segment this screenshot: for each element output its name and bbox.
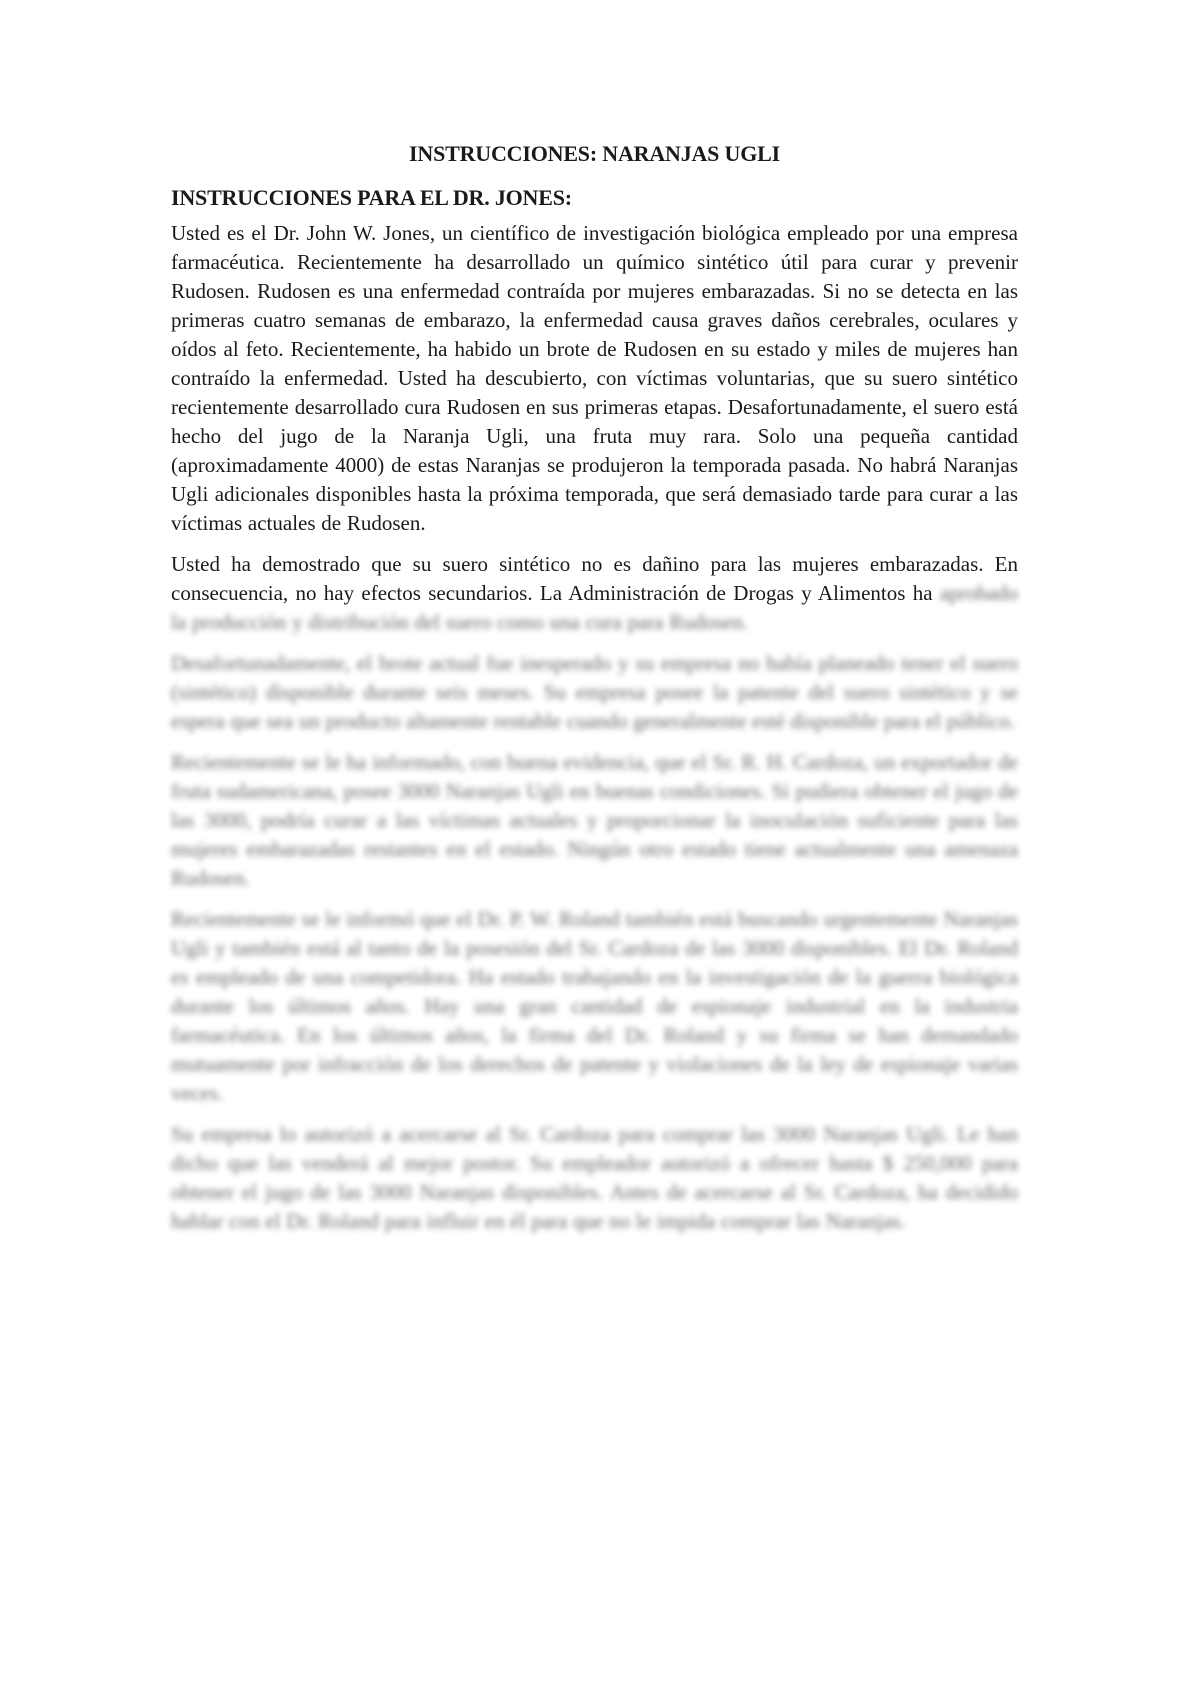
document-title: INSTRUCCIONES: NARANJAS UGLI [409,141,780,166]
section-heading: INSTRUCCIONES PARA EL DR. JONES: [171,185,572,210]
paragraph-serum-approval-visible-text: Usted ha demostrado que su suero sintético no es dañino para las mujeres embarazadas. En consecuencia, no hay efectos secundarios. La Administración de Drogas y Alimentos ha [171,552,1018,605]
paragraph-blurred-outbreak: Desafortunadamente, el brote actual fue inesperado y su empresa no había planeado tener el suero (sintético) disponible durante seis meses. Su empresa posee la patente del suero sintético y se espera que sea un producto altamente rentable cuando generalmente esté disponible para el público. [171,651,1018,733]
paragraph-blurred-roland: Recientemente se le informó que el Dr. P. W. Roland también está buscando urgentemente Naranjas Ugli y también está al tanto de la posesión del Sr. Cardoza de las 3000 disponibles. El Dr. Roland es empleado de una competidora. Ha estado trabajando en la investigación de la guerra biológica durante los últimos años. Hay una gran cantidad de espionaje industrial en la industria farmacéutica. En los últimos años, la firma del Dr. Roland y su firma se han demandado mutuamente por infracción de los derechos de patente y violaciones de la ley de espionaje varias veces. [171,907,1018,1105]
paragraph-blurred-authorization: Su empresa lo autorizó a acercarse al Sr. Cardoza para comprar las 3000 Naranjas Ugli. Le han dicho que las venderá al mejor postor. Su empleador autorizó a ofrecer hasta $ 250,000 para obtener el jugo de las 3000 Naranjas disponibles. Antes de acercarse al Sr. Cardoza, ha decidido hablar con el Dr. Roland para influir en él para que no le impida comprar las Naranjas. [171,1122,1018,1233]
paragraph-serum-approval-blurred-text: aprobado la producción y distribución del suero como una cura para Rudosen. [171,581,1018,634]
paragraph-serum-approval [171,550,1018,637]
paragraph-blurred-cardoza: Recientemente se le ha informado, con buena evidencia, que el Sr. R. H. Cardoza, un exportador de fruta sudamericana, posee 3000 Naranjas Ugli en buenas condiciones. Si pudiera obtener el jugo de las 3000, podría curar a las víctimas actuales y proporcionar la inoculación suficiente para las mujeres embarazadas restantes en el estado. Ningún otro estado tiene actualmente una amenaza Rudosen. [171,750,1018,890]
paragraph-intro: Usted es el Dr. John W. Jones, un científico de investigación biológica empleado por una empresa farmacéutica. Recientemente ha desarrollado un químico sintético útil para curar y prevenir Rudosen. Rudosen es una enfermedad contraída por mujeres embarazadas. Si no se detecta en las primeras cuatro semanas de embarazo, la enfermedad causa graves daños cerebrales, oculares y oídos al feto. Recientemente, ha habido un brote de Rudosen en su estado y miles de mujeres han contraído la enfermedad. Usted ha descubierto, con víctimas voluntarias, que su suero sintético recientemente desarrollado cura Rudosen en sus primeras etapas. Desafortunadamente, el suero está hecho del jugo de la Naranja Ugli, una fruta muy rara. Solo una pequeña cantidad (aproximadamente 4000) de estas Naranjas se produjeron la temporada pasada. No habrá Naranjas Ugli adicionales disponibles hasta la próxima temporada, que será demasiado tarde para curar a las víctimas actuales de Rudosen. [171,221,1018,535]
document-content [171,0,1018,1236]
